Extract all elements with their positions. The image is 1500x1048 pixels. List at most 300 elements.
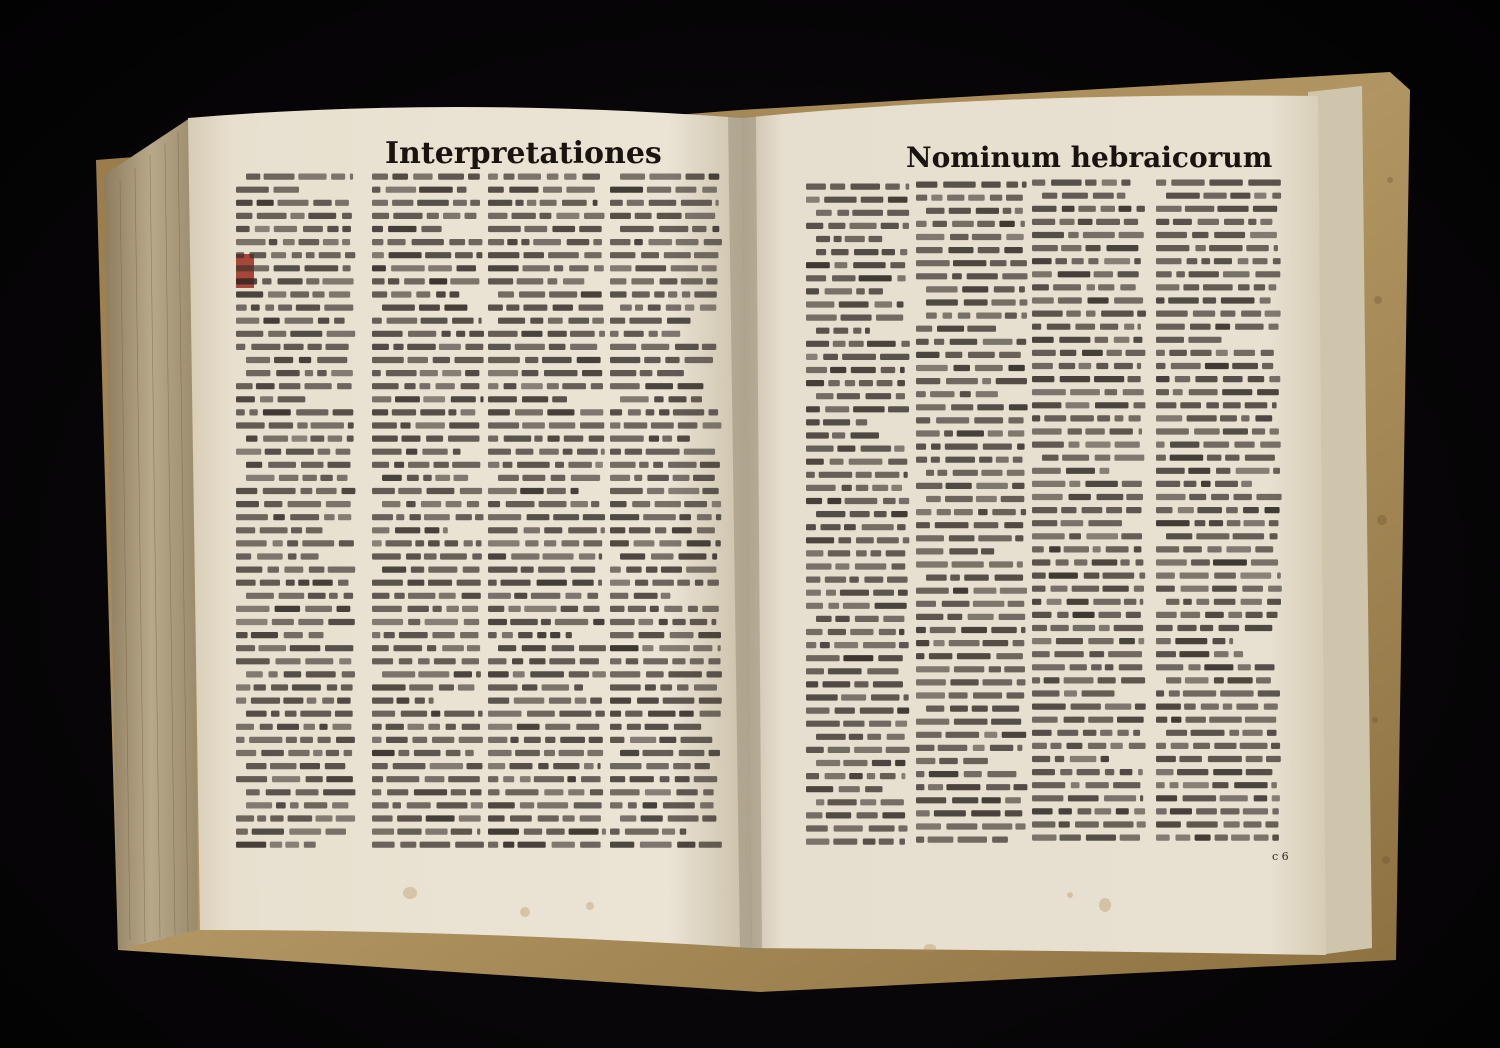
text-line-segment [1166,193,1200,199]
text-line-segment [627,724,641,730]
text-line-segment [252,829,284,835]
text-line-segment [1156,350,1165,356]
text-line-segment [961,627,987,633]
text-line-segment [479,318,482,324]
text-line-segment [1120,769,1133,775]
text-line-segment [1050,625,1068,631]
text-line-segment [987,771,1016,777]
text-line-segment [1273,258,1281,264]
text-line-segment [916,837,924,843]
text-line-segment [308,593,326,599]
text-line-segment [1156,638,1171,644]
text-line-segment [1114,625,1143,631]
text-line-segment [304,842,316,848]
text-line-segment [568,462,592,468]
text-line-segment [571,475,600,481]
text-line-segment [1032,808,1053,814]
text-line-segment [335,200,349,206]
text-line-segment [835,616,849,622]
text-line-segment [404,383,415,389]
text-line-segment [672,527,692,533]
text-line-segment [455,252,473,258]
text-line-segment [236,619,268,625]
text-line-segment [698,632,721,638]
text-line-segment [266,789,291,795]
text-line-segment [488,580,497,586]
text-line-segment [236,684,250,690]
text-line-segment [677,842,695,848]
text-line-segment [313,200,331,206]
text-line-segment [1177,769,1208,775]
text-line-segment [305,606,332,612]
text-line-segment [1215,324,1230,330]
text-line-segment [236,213,252,219]
text-line-segment [1078,206,1095,212]
text-line-segment [372,553,401,559]
text-line-segment [881,799,904,805]
text-line-segment [421,318,448,324]
text-line-segment [1183,546,1202,552]
text-line-segment [916,378,940,384]
text-line-segment [877,380,893,386]
text-line-segment [251,344,280,350]
text-line-segment [1271,743,1280,749]
text-line-segment [1042,193,1057,199]
text-line-segment [236,815,254,821]
text-line-segment [510,619,538,625]
text-line-segment [310,436,324,442]
text-line-segment [1021,509,1026,515]
text-line-segment [861,197,884,203]
text-line-segment [819,472,853,478]
text-line-segment [1240,573,1271,579]
text-line-segment [899,839,905,845]
text-line-segment [395,527,420,533]
text-line-segment [928,837,954,843]
text-line-segment [610,684,641,690]
text-line-segment [393,802,402,808]
text-line-segment [408,580,425,586]
text-line-segment [1156,415,1182,421]
text-line-segment [336,737,355,743]
text-line-segment [610,593,628,599]
text-line-segment [547,488,566,494]
text-line-segment [996,378,1027,384]
text-line-segment [654,291,664,297]
text-line-segment [574,684,583,690]
text-line-segment [888,197,908,203]
text-line-segment [931,457,940,463]
text-line-segment [934,810,966,816]
text-line-segment [1246,769,1273,775]
text-line-segment [342,488,356,494]
text-line-segment [1103,573,1135,579]
text-line-segment [851,432,880,438]
text-line-segment [372,763,388,769]
text-line-segment [399,632,428,638]
text-line-segment [274,265,300,271]
text-line-segment [1246,756,1263,762]
text-line-segment [626,567,641,573]
text-line-segment [1156,835,1170,841]
text-line-segment [563,449,573,455]
text-line-segment [1156,337,1184,343]
text-line-segment [382,567,406,573]
text-line-segment [263,318,279,324]
text-line-segment [916,483,942,489]
text-line-segment [298,619,323,625]
text-line-segment [463,567,480,573]
text-line-segment [506,501,535,507]
text-line-segment [1064,717,1085,723]
text-line-segment [488,789,500,795]
text-line-segment [543,553,574,559]
text-line-segment [488,815,505,821]
text-line-segment [1032,769,1055,775]
text-line-segment [646,449,680,455]
text-line-segment [408,724,425,730]
text-line-segment [236,501,259,507]
text-line-segment [547,409,574,415]
text-line-segment [646,763,669,769]
text-line-segment [1156,664,1183,670]
text-line-segment [948,247,973,253]
text-line-segment [268,567,280,573]
text-line-segment [569,829,599,835]
text-line-segment [1236,468,1270,474]
text-line-segment [816,799,824,805]
text-line-segment [928,784,943,790]
text-line-segment [515,750,540,756]
text-line-segment [806,708,830,714]
text-line-segment [1201,704,1219,710]
text-line-segment [372,789,381,795]
text-line-segment [979,457,992,463]
text-line-segment [1156,704,1181,710]
text-line-segment [347,436,354,442]
text-line-segment [319,724,327,730]
text-line-segment [1032,612,1052,618]
text-line-segment [275,606,301,612]
text-line-segment [1086,782,1109,788]
text-line-segment [454,671,472,677]
text-line-segment [488,344,511,350]
text-line-segment [1272,808,1278,814]
text-line-segment [1123,389,1144,395]
text-line-segment [1124,599,1137,605]
text-line-segment [1000,588,1027,594]
text-line-segment [1203,442,1229,448]
text-line-segment [875,472,900,478]
text-line-segment [1273,468,1280,474]
text-line-segment [548,436,560,442]
text-line-segment [709,750,720,756]
text-line-segment [246,711,267,717]
text-line-segment [1205,612,1224,618]
text-line-segment [610,409,622,415]
text-line-segment [978,247,1000,253]
text-line-segment [634,475,642,481]
text-line-segment [682,291,690,297]
text-line-segment [806,590,821,596]
text-line-segment [879,839,894,845]
text-line-segment [867,341,896,347]
text-line-segment [855,563,886,569]
text-line-segment [845,380,855,386]
text-line-segment [1156,206,1182,212]
text-line-segment [610,357,640,363]
text-line-segment [661,593,671,599]
text-line-segment [549,291,577,297]
text-line-segment [432,737,454,743]
text-line-segment [645,789,671,795]
text-line-segment [416,291,430,297]
text-line-segment [400,842,416,848]
text-line-segment [583,606,599,612]
text-line-segment [444,305,467,311]
text-line-segment [1156,546,1179,552]
text-line-segment [1260,442,1281,448]
text-line-segment [1166,533,1192,539]
text-line-segment [388,226,416,232]
text-line-segment [702,187,717,193]
text-line-segment [1054,651,1083,657]
text-line-segment [624,331,644,337]
text-line-segment [890,262,905,268]
text-line-segment [625,829,659,835]
text-line-segment [1032,206,1057,212]
text-line-segment [1209,180,1242,186]
text-line-segment [1246,612,1263,618]
text-line-segment [537,632,546,638]
text-line-segment [1044,677,1060,683]
text-line-segment [299,239,320,245]
text-line-segment [372,658,393,664]
text-line-segment [1240,743,1268,749]
text-line-segment [982,823,1012,829]
text-line-segment [372,698,393,704]
text-line-segment [806,472,815,478]
text-line-segment [236,724,254,730]
text-line-segment [462,658,479,664]
text-line-segment [685,213,715,219]
text-line-segment [883,616,904,622]
text-line-segment [488,449,511,455]
text-line-segment [1099,612,1122,618]
text-line-segment [806,550,823,556]
text-line-segment [255,226,270,232]
text-line-segment [900,249,907,255]
text-line-segment [292,684,321,690]
text-line-segment [471,802,483,808]
text-line-segment [400,422,410,428]
text-line-segment [449,239,465,245]
text-line-segment [1185,206,1214,212]
text-line-segment [1032,507,1057,513]
text-line-segment [326,776,353,782]
text-line-segment [323,239,339,245]
text-line-segment [610,671,640,677]
text-line-segment [871,550,882,556]
text-line-segment [236,252,244,258]
text-line-segment [1140,795,1143,801]
text-line-segment [816,236,830,242]
text-line-segment [702,815,716,821]
text-line-segment [693,475,715,481]
text-line-segment [548,252,579,258]
text-line-segment [806,354,818,360]
text-line-segment [462,724,480,730]
text-line-segment [830,367,846,373]
text-line-segment [1005,797,1021,803]
text-line-segment [444,711,474,717]
text-line-segment [996,457,1009,463]
text-line-segment [903,223,909,229]
text-line-segment [442,645,464,651]
text-line-segment [828,799,857,805]
text-line-segment [456,331,465,337]
text-line-segment [916,260,950,266]
text-line-segment [342,239,350,245]
text-line-segment [414,750,441,756]
text-line-segment [372,802,389,808]
text-line-segment [570,331,595,337]
text-line-segment [648,711,676,717]
text-line-segment [428,724,440,730]
text-line-segment [806,773,819,779]
text-line-segment [886,550,906,556]
text-line-segment [386,540,412,546]
text-line-segment [1008,365,1024,371]
text-line-segment [826,590,836,596]
text-line-segment [625,711,642,717]
text-line-segment [1005,810,1023,816]
text-line-segment [304,724,316,730]
text-line-segment [1083,232,1115,238]
text-line-segment [610,213,631,219]
text-line-segment [430,763,463,769]
text-line-segment [446,606,459,612]
text-line-segment [688,606,698,612]
text-line-segment [897,524,906,530]
text-line-segment [292,252,302,258]
text-line-segment [446,750,461,756]
text-line-segment [610,842,634,848]
text-line-segment [806,341,829,347]
text-line-segment [413,174,432,180]
text-line-segment [1253,206,1277,212]
text-line-segment [514,698,545,704]
text-line-segment [580,842,601,848]
text-line-segment [1220,415,1237,421]
text-line-segment [1021,313,1027,319]
text-line-segment [1105,389,1118,395]
text-line-segment [516,449,534,455]
text-line-segment [992,706,1019,712]
text-line-segment [389,252,422,258]
text-line-segment [246,462,262,468]
text-line-segment [668,291,677,297]
text-line-segment [662,436,672,442]
text-line-segment [276,658,301,664]
text-line-segment [549,658,575,664]
text-line-segment [302,540,334,546]
text-line-segment [1095,455,1111,461]
text-line-segment [1129,415,1141,421]
text-line-segment [663,698,695,704]
text-line-segment [1156,428,1189,434]
text-line-segment [372,174,388,180]
text-line-segment [1138,769,1143,775]
text-line-segment [426,815,455,821]
text-line-segment [1187,821,1218,827]
text-line-segment [434,462,449,468]
text-line-segment [530,671,564,677]
text-line-segment [1072,586,1100,592]
text-line-segment [1256,494,1281,500]
text-line-segment [1269,520,1279,526]
text-line-segment [260,724,273,730]
text-line-segment [549,698,571,704]
text-line-segment [580,658,599,664]
text-line-segment [246,802,272,808]
text-line-segment [328,436,343,442]
text-line-segment [954,666,984,672]
text-line-segment [936,417,969,423]
text-line-segment [1223,271,1250,277]
text-line-segment [952,561,984,567]
text-line-segment [816,760,840,766]
text-line-segment [372,252,384,258]
text-line-segment [1121,677,1145,683]
text-line-segment [452,318,474,324]
text-line-segment [708,658,720,664]
text-line-segment [283,239,295,245]
text-line-segment [1270,428,1279,434]
text-line-segment [505,789,538,795]
text-line-segment [318,737,331,743]
text-line-segment [709,409,719,415]
text-line-segment [1107,245,1139,251]
text-line-segment [1156,612,1177,618]
text-line-segment [278,200,309,206]
text-line-segment [937,509,951,515]
text-line-segment [450,278,479,284]
text-line-segment [1272,795,1280,801]
text-line-segment [1117,730,1128,736]
text-line-segment [1134,402,1146,408]
text-line-segment [1209,245,1243,251]
text-line-segment [929,771,959,777]
text-line-segment [290,802,299,808]
text-line-segment [976,313,1001,319]
text-line-segment [1102,180,1117,186]
text-line-segment [651,422,674,428]
text-line-segment [1022,182,1027,188]
text-line-segment [522,370,539,376]
text-line-segment [409,684,433,690]
text-line-segment [440,553,467,559]
text-line-segment [272,776,300,782]
text-line-segment [897,380,905,386]
text-line-segment [418,658,430,664]
text-line-segment [874,511,887,517]
text-line-segment [690,658,704,664]
text-line-segment [236,606,270,612]
text-line-segment [896,393,905,399]
text-line-segment [1156,756,1176,762]
text-line-segment [681,278,703,284]
